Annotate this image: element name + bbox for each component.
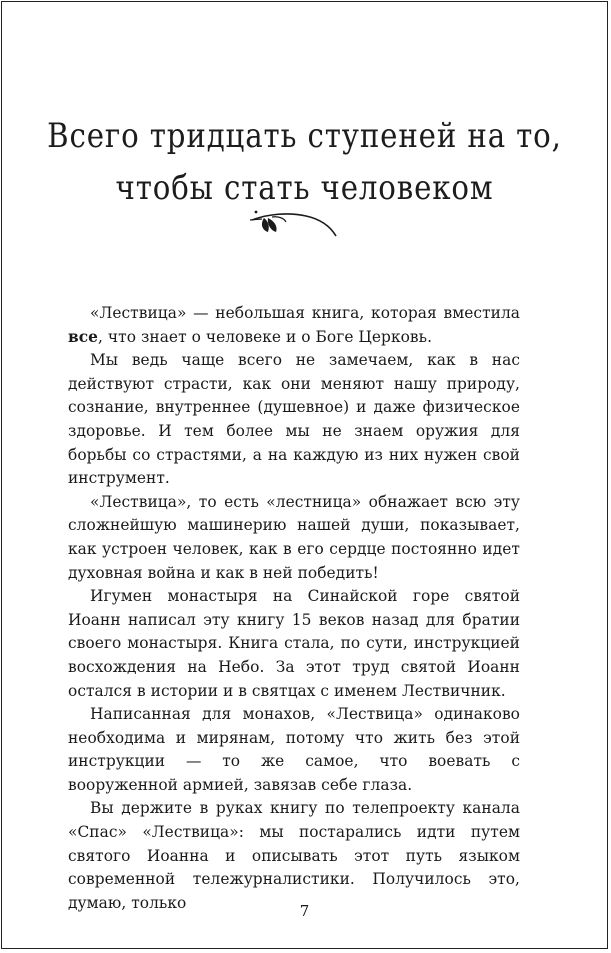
leaf-vine-ornament-icon bbox=[248, 206, 338, 242]
body-text bbox=[68, 302, 520, 915]
paragraph-3: «Лествица», то есть «лестница» обнажает всю эту сложнейшую машинерию нашей души, показывает, как устроен человек, как в его сердце постоянно идет духовная война и как в ней победить! bbox=[68, 492, 520, 582]
paragraph-1-start: «Лествица» — небольшая книга, которая вместила bbox=[90, 304, 520, 322]
paragraph-1-end: , что знает о человеке и о Боге Церковь. bbox=[98, 327, 433, 346]
page-number: 7 bbox=[299, 902, 310, 920]
book-page bbox=[1, 1, 608, 949]
paragraph-6: Вы держите в руках книгу по телепроекту канала «Спас» «Лествица»: мы постарались идти путем святого Иоанна и описывать этот путь языком современной тележурналистики. Получилось это, думаю, только bbox=[68, 799, 520, 912]
chapter-heading-line-2: чтобы стать человеком bbox=[115, 168, 494, 208]
paragraph-2: Мы ведь чаще всего не замечаем, как в нас действуют страсти, как они меняют нашу природу, сознание, внутреннее (душевное) и даже физическое здоровье. И тем более мы не знаем оружия для борьбы со страстями, а на каждую из них нужен свой инструмент. bbox=[68, 351, 520, 488]
chapter-heading-line-1: Всего тридцать ступеней на то, bbox=[47, 116, 562, 156]
paragraph-1-bold-word: все bbox=[68, 327, 99, 346]
paragraph-5: Написанная для монахов, «Лествица» одинаково необходима и мирянам, потому что жить без этой инструкции — то же самое, что воевать с вооруженной армией, завязав себе глаза. bbox=[68, 705, 520, 794]
paragraph-1 bbox=[68, 302, 520, 349]
chapter-heading bbox=[44, 110, 564, 214]
paragraph-4: Игумен монастыря на Синайской горе святой Иоанн написал эту книгу 15 веков назад для братии своего монастыря. Книга стала, по сути, инструкцией восхождения на Небо. За этот труд святой Иоанн остался в истории и в святцах с именем Лествичник. bbox=[68, 587, 520, 700]
